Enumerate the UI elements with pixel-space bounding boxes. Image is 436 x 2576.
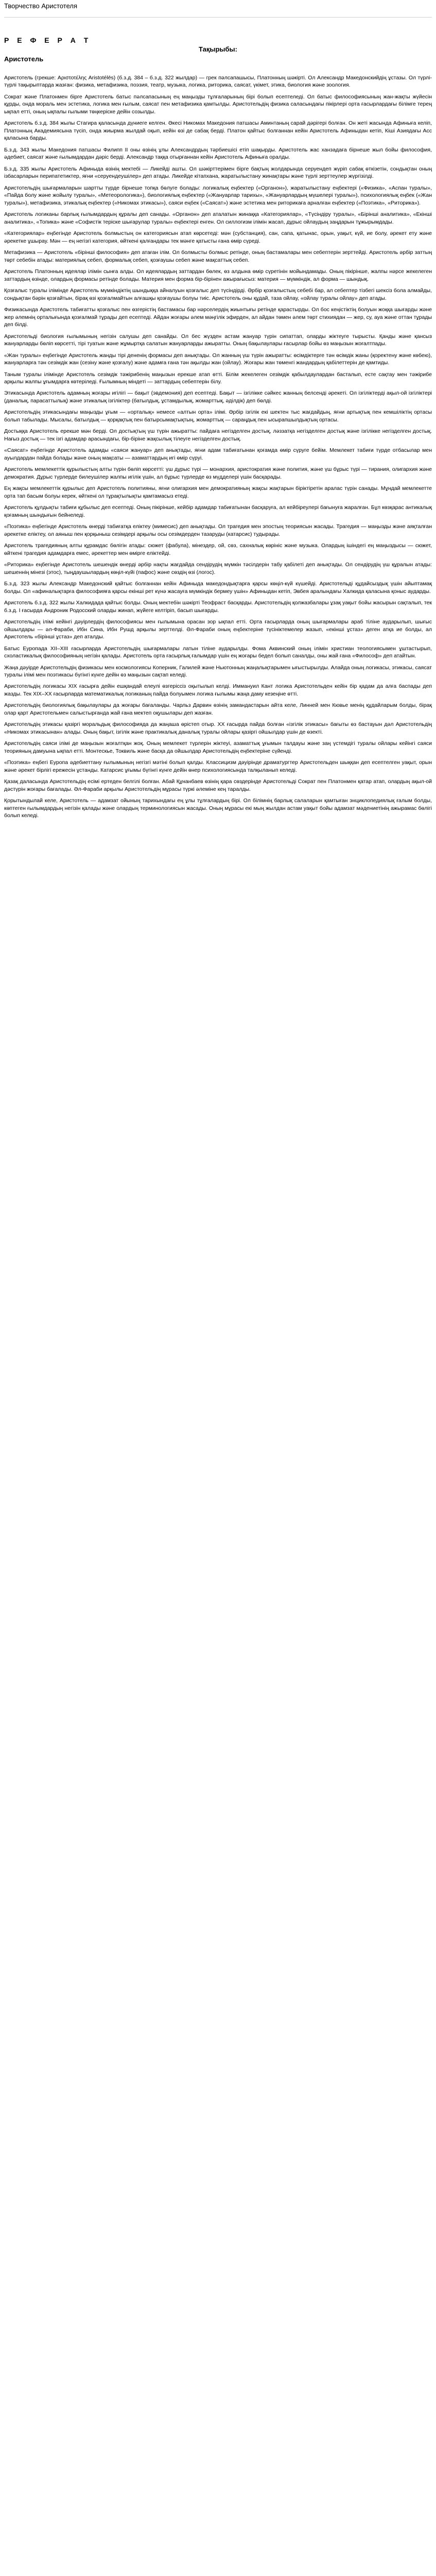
body-paragraph: Аристотель трагедияның алты құрамдас бөлігін атады: сюжет (фабула), мінездер, ой, сөз, сахналық көрініс және музыка. Олардың ішіндегі ең маңыздысы — сюжет, өйткені трагедия адамдарға емес, әрекеттер мен өмірге еліктейді.: [4, 543, 432, 556]
body-paragraph: Аристотельдің шығармаларын шартты түрде бірнеше топқа бөлуге болады: логикалық еңбектер («Органон»), жаратылыстану еңбектері («Физика», «Аспан туралы», «Пайда болу және жойылу туралы», «Метеорологика»), биологиялық еңбектер («Жануарлар тарихы», «Жануарлардың мүшелері туралы»), психологиялық еңбек («Жан туралы»), метафизика, этикалық еңбектер («Никомах этикасы»), саяси еңбек («Саясат») және эстетика мен риторикаға арналған еңбектер («Поэтика», «Риторика»).: [4, 184, 432, 206]
topic-name: Аристотель: [4, 55, 44, 63]
body-paragraph: Аристотельдің ілімі кейінгі дәуірлердің философиясы мен ғылымына орасан зор ықпал етті. Орта ғасырларда оның шығармалары араб тіліне аударылып, шығыс ойшылдары — әл-Фараби, Ибн Сина, Ибн Рушд арқылы зерттелді. Әл-Фараби оның еңбектеріне түсініктемелер жазып, «екінші ұстаз» деген атқа ие болды, ал Аристотель «бірінші ұстаз» деп аталды.: [4, 619, 432, 640]
body-paragraph: Метафизика — Аристотель «бірінші философия» деп атаған ілім. Ол болмысты болмыс ретінде, оның бастамалары мен себептерін зерттейді. Аристотель әрбір заттың төрт себебін атады: материялық себеп, формалық себеп, қозғаушы себеп және мақсаттық себеп.: [4, 249, 432, 263]
body-paragraph: Аристотель б.з.д. 384 жылы Стагира қаласында дүниеге келген. Әкесі Никомах Македония патшасы Аминтаның сарай дәрігері болған. Он жеті жасында Афиныға келіп, Платонның Академиясына түсіп, онда жиырма жылдай оқып, кейін өзі де сабақ берді. Платон қайтыс болғаннан кейін Аристотель Афиныдан кетіп, Кіші Азиядағы Асс қаласына барды.: [4, 120, 432, 142]
body-paragraph: Аристотельді биология ғылымының негізін салушы деп санайды. Ол бес жүзден астам жануар түрін сипаттап, оларды жіктеуге тырысты. Қанды және қансыз жануарларды бөліп көрсетті, тірі туатын және жұмыртқа салатын жануарларды ажыратты. Оның бақылаулары ғасырлар бойы өз маңызын жоғалтпады.: [4, 333, 432, 347]
body-paragraph: «Саясат» еңбегінде Аристотель адамды «саяси жануар» деп анықтады, яғни адам табиғатынан қоғамда өмір сүруге бейім. Мемлекет табиғи түрде отбасылар мен ауылдардан пайда болады және оның мақсаты — азаматтардың игі өмір сүруі.: [4, 447, 432, 461]
body-paragraph: Аристотельдің этикасы қазіргі моральдық философияда да жаңаша өрістеп отыр. XX ғасырда пайда болған «ізгілік этикасы» бағыты өз бастауын дәл Аристотельдің «Никомах этикасынан» алады. Оның бақыт, ізгілік және практикалық даналық туралы ойлары қазіргі ойшылдар үшін де өзекті.: [4, 721, 432, 735]
body-paragraph: Б.з.д. 323 жылы Александр Македонский қайтыс болғаннан кейін Афиныда македондықтарға қарсы көңіл-күй күшейді. Аристотельді құдайсыздық үшін айыптамақ болды. Ол «афиналықтарға философияға қарсы екінші рет күнә жасауға мүмкіндік бермеу үшін» Афиныдан кетіп, Эвбея аралындағы Халкида қаласына қоныс аударды.: [4, 581, 432, 595]
body-paragraph: Қазақ даласында Аристотельдің есімі ертеден белгілі болған. Абай Құнанбаев өзінің қара сөздерінде Аристотельді Сократ пен Платонмен қатар атап, олардың ақыл-ой дәстүрін жоғары бағалады. Әл-Фараби арқылы Аристотельдің мұрасы түркі әлеміне кең таралды.: [4, 778, 432, 792]
body-paragraph: Физикасында Аристотель табиғатты қозғалыс пен өзгерістің бастамасы бар нәрселердің жиынтығы ретінде қарастырды. Ол бос кеңістіктің болуын жоққа шығарды және жер әлемнің орталығында қозғалмай тұрады деп есептеді. Айдан жоғары әлем мәңгілік эфирден, ал айдан төмен әлем төрт стихиядан — жер, су, ауа және оттан тұрады деп білді.: [4, 307, 432, 328]
body-paragraph: «Жан туралы» еңбегінде Аристотель жанды тірі дененің формасы деп анықтады. Ол жанның үш түрін ажыратты: өсімдіктерге тән өсімдік жаны (қоректену және көбею), жануарларға тән сезімдік жан (сезіну және қозғалу) және адамға ғана тән ақылды жан (ойлау). Жоғары жан төменгі жандардың қабілеттерін де қамтиды.: [4, 352, 432, 366]
body-paragraph: Аристотель б.з.д. 322 жылы Халкидада қайтыс болды. Оның мектебін шәкірті Теофраст басқарды. Аристотельдің қолжазбалары ұзақ уақыт бойы жасырын сақталып, тек б.з.д. І ғасырда Андроник Родосский оларды жинап, жүйеге келтіріп, басып шығарды.: [4, 600, 432, 614]
body-paragraph: Қозғалыс туралы ілімінде Аристотель мүмкіндіктің шындыққа айналуын қозғалыс деп түсіндірді. Әрбір қозғалыстың себебі бар, ал себептер тізбегі шексіз бола алмайды, сондықтан бәрін қозғайтын, бірақ өзі қозғалмайтын алғашқы қозғаушы болуы тиіс. Аристотель оны құдай, таза ойлау, «ойлау туралы ойлау» деп атады.: [4, 287, 432, 301]
body-paragraph: Аристотельдің логикасы XIX ғасырға дейін ешқандай елеулі өзгеріссіз оқытылып келді. Иммануил Кант логика Аристотельден кейін бір қадам да алға баспады деп жазды. Тек XIX–XX ғасырларда математикалық логиканың пайда болуымен логика ғылымы жаңа даму кезеңіне өтті.: [4, 683, 432, 697]
body-paragraph: Батыс Еуропада XII–XIII ғасырларда Аристотельдің шығармалары латын тіліне аударылды. Фома Аквинский оның ілімін христиан теологиясымен ұштастырып, схоластикалық философияның негізін қалады. Аристотель орта ғасырлық ғалымдар үшін ең жоғары бедел болып саналды, оны жай ғана «Философ» деп атайтын.: [4, 645, 432, 659]
body-paragraph: Этикасында Аристотель адамның жоғары игілігі — бақыт (эвдемония) деп есептеді. Бақыт — ізгілікке сәйкес жанның белсенді әрекеті. Ол ізгіліктерді ақыл-ой ізгіліктері (даналық, парасаттылық) және этикалық ізгіліктер (батылдық, ұстамдылық, жомарттық, әділдік) деп бөлді.: [4, 390, 432, 404]
body-paragraph: «Категориялар» еңбегінде Аристотель болмыстың он категориясын атап көрсетеді: мән (субстанция), сан, сапа, қатынас, орын, уақыт, күй, ие болу, әрекет ету және әрекетке ұшырау. Мән — ең негізгі категория, өйткені қалғандары тек мәнге қатысты ғана өмір сүреді.: [4, 230, 432, 244]
title-divider: [4, 17, 432, 18]
body-paragraph: Аристотельдің этикасындағы маңызды ұғым — «орталық» немесе «алтын орта» ілімі. Әрбір ізгілік екі шектен тыс жағдайдың, яғни артықтық пен кемшіліктің ортасы болып табылады. Мысалы, батылдық — қорқақтық пен батырсымақтықтың, жомарттық — сараңдық пен ысырапшылдықтың ортасы.: [4, 409, 432, 423]
body-paragraph: Сократ және Платонмен бірге Аристотель батыс пәлсапасының ең маңызды тұлғаларының бірі болып есептеледі. Ол батыс философиясының жан-жақты жүйесін құрды, онда мораль мен эстетика, логика мен ғылым, саясат пен метафизика қамтылды. Аристотельдің физика саласындағы пікірлері орта ғасырлардағы білімге терең ықпал етті, оның ықпалы ғылыми төңкеріске дейін созылды.: [4, 93, 432, 115]
body-paragraph: Аристотельдің биологиялық бақылаулары да жоғары бағаланды. Чарльз Дарвин өзінің замандастарын айта келе, Линней мен Кювье менің құдайларым болды, бірақ олар қарт Аристотельмен салыстырғанда жай ғана мектеп оқушылары деп жазған.: [4, 702, 432, 716]
body-paragraph: Жаңа дәуірде Аристотельдің физикасы мен космологиясы Коперник, Галилей және Ньютонның жаңалықтарымен ығыстырылды. Алайда оның логикасы, этикасы, саясат туралы ілімі мен поэтикасы бүгінгі күнге дейін өз маңызын сақтап келеді.: [4, 664, 432, 678]
body-paragraph: Аристотель мемлекеттік құрылыстың алты түрін бөліп көрсетті: үш дұрыс түрі — монархия, аристократия және полития, және үш бұрыс түрі — тирания, олигархия және демократия. Дұрыс түрлерде билеушілер жалпы игілік үшін, ал бұрыс түрлерде өз мүдделері үшін басқарады.: [4, 466, 432, 480]
body-paragraph: «Поэтика» еңбегінде Аристотель өнерді табиғатқа еліктеу (мимесис) деп анықтады. Ол трагедия мен эпостың теориясын жасады. Трагедия — маңызды және аяқталған әрекетке еліктеу, ол аяныш пен қорқыныш сезімдері арқылы осы сезімдерден тазаруды (катарсис) тудырады.: [4, 523, 432, 537]
report-heading: Р Е Ф Е Р А Т: [4, 36, 92, 44]
body-paragraph: Б.з.д. 335 жылы Аристотель Афиныда өзінің мектебі — Ликейді ашты. Ол шәкірттерімен бірге бақтың жолдарында серуендеп жүріп сабақ өткізетін, сондықтан оның ізбасарларын перипатетиктер, яғни «серуендеушілер» деп атады. Ликейде кітапхана, жаратылыстану жинақтары және түрлі зерттеулер жүргізілді.: [4, 165, 432, 180]
body-paragraph: Қорытындылай келе, Аристотель — адамзат ойының тарихындағы ең ұлы тұлғалардың бірі. Ол білімнің барлық салаларын қамтыған энциклопедиялық ғалым болды, көптеген ғылымдардың негізін қалады және олардың терминологиясын жасады. Оның мұрасы екі мың жылдан астам уақыт бойы адамзат мәдениетінің ажырамас бөлігі болып келеді.: [4, 798, 432, 819]
body-paragraph: Аристотельдің саяси ілімі де маңызын жоғалтқан жоқ. Оның мемлекет түрлерін жіктеуі, азаматтық ұғымын талдауы және заң үстемдігі туралы ойлары кейінгі саяси теорияның дамуына ықпал етті. Монтескье, Токвиль және басқа да ойшылдар Аристотельдің еңбектеріне сүйенді.: [4, 740, 432, 754]
body-paragraph: Б.з.д. 343 жылы Македония патшасы Филипп II оны өзінің ұлы Александрдың тәрбиешісі етіп шақырды. Аристотель жас ханзадаға бірнеше жыл бойы философия, әдебиет, саясат және ғылымдардан дәріс берді. Александр таққа отырғаннан кейін Аристотель Афиныға оралды.: [4, 146, 432, 161]
body-paragraph: Таным туралы ілімінде Аристотель сезімдік тәжірибенің маңызын ерекше атап өтті. Білім жекелеген сезімдік қабылдаулардан басталып, есте сақтау мен тәжірибе арқылы жалпы ұғымдарға көтеріледі. Ғылымның міндеті — заттардың себептерін білу.: [4, 371, 432, 385]
document-title: Творчество Аристотеля: [4, 2, 78, 10]
body-paragraph: Аристотель логиканы барлық ғылымдардың құралы деп санады. «Органон» деп аталатын жинаққа «Категориялар», «Түсіндіру туралы», «Бірінші аналитика», «Екінші аналитика», «Топика» және «Софистік теріске шығарулар туралы» еңбектері енген. Ол силлогизм ілімін жасап, дұрыс ойлаудың заңдарын тұжырымдады.: [4, 211, 432, 225]
body-paragraph: Достыққа Аристотель ерекше мән берді. Ол достықтың үш түрін ажыратты: пайдаға негізделген достық, ләззатқа негізделген достық және ізгілікке негізделген достық. Нағыз достық — тек ізгі адамдар арасындағы, бір-біріне жақсылық тілеуге негізделген достық.: [4, 428, 432, 442]
body-paragraph: «Поэтика» еңбегі Еуропа әдебиеттану ғылымының негізгі мәтіні болып қалды. Классицизм дәуірінде драматургтер Аристотельден шыққан деп есептелген уақыт, орын және әрекет бірлігі ережесін ұстанды. Катарсис ұғымы бүгінгі күнге дейін өнер психологиясында талқыланып келеді.: [4, 759, 432, 773]
body-paragraph: Ең жақсы мемлекеттік құрылыс деп Аристотель политияны, яғни олигархия мен демократияның жақсы жақтарын біріктіретін аралас түрін санады. Мұндай мемлекетте орта тап басым болуы керек, өйткені ол тұрақтылықты қамтамасыз етеді.: [4, 485, 432, 499]
body-paragraph: «Риторика» еңбегінде Аристотель шешендік өнерді әрбір нақты жағдайда сендірудің мүмкін тәсілдерін табу қабілеті деп анықтады. Ол сендірудің үш құралын атады: шешеннің мінезі (этос), тыңдаушылардың көңіл-күйі (пафос) және сөздің өзі (логос).: [4, 562, 432, 575]
report-body: [4, 74, 432, 820]
body-paragraph: Аристотель (грекше: Aριστοτέλης Aristotélēs) (б.з.д. 384 – б.з.д. 322 жылдар) — грек пәлсапашысы, Платонның шәкірті. Ол Александр Македонскийдің ұстазы. Ол түрлі-түрлі тақырыптарда жазған: физика, метафизика, поэзия, театр, музыка, логика, риторика, саясат, үкімет, этика, биология және зоология.: [4, 75, 432, 89]
body-paragraph: Аристотель Платонның идеялар ілімін сынға алды. Ол идеялардың заттардан бөлек, өз алдына өмір сүретінін мойындамады. Оның пікірінше, жалпы нәрсе жекелеген заттардың өзінде, олардың формасы ретінде болады. Материя мен форма бір-бірінен ажырағысыз: материя — мүмкіндік, ал форма — шындық.: [4, 268, 432, 282]
topic-label: Тақырыбы:: [199, 45, 237, 53]
body-paragraph: Аристотель құлдықты табиғи құбылыс деп есептеді. Оның пікірінше, кейбір адамдар табиғатынан басқаруға, ал кейбіреулері бағынуға жаралған. Бұл көзқарас антикалық қоғамның шындығын бейнеледі.: [4, 504, 432, 518]
